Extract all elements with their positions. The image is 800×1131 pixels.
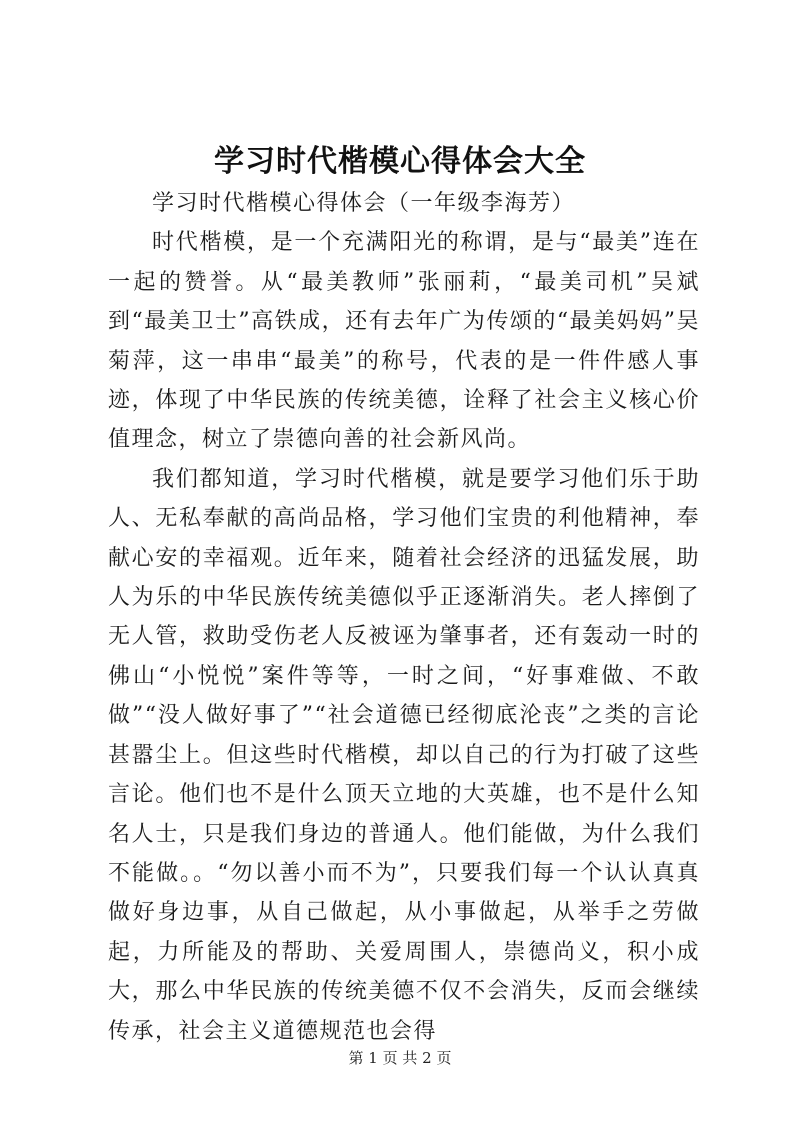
subtitle-paragraph: 学习时代楷模心得体会（一年级李海芳） bbox=[152, 191, 576, 216]
page-footer: 第 1 页 共 2 页 bbox=[348, 1049, 452, 1067]
document-body bbox=[108, 184, 700, 1051]
body-paragraph: 时代楷模，是一个充满阳光的称谓，是与“最美”连在一起的赞誉。从“最美教师”张丽莉，“最美司机”吴斌到“最美卫士”高铁成，还有去年广为传颂的“最美妈妈”吴菊萍，这一串串“最美”的称号，代表的是一件件感人事迹，体现了中华民族的传统美德，诠释了社会主义核心价值理念，树立了崇德向善的社会新风尚。 bbox=[108, 230, 700, 453]
document-title: 学习时代楷模心得体会大全 bbox=[214, 144, 586, 179]
body-paragraph: 我们都知道，学习时代楷模，就是要学习他们乐于助人、无私奉献的高尚品格，学习他们宝贵的利他精神，奉献心安的幸福观。近年来，随着社会经济的迅猛发展，助人为乐的中华民族传统美德似乎正逐渐消失。老人摔倒了无人管，救助受伤老人反被诬为肇事者，还有轰动一时的佛山“小悦悦”案件等等，一时之间，“好事难做、不敢做”“没人做好事了”“社会道德已经彻底沦丧”之类的言论甚嚣尘上。但这些时代楷模，却以自己的行为打破了这些言论。他们也不是什么顶天立地的大英雄，也不是什么知名人士，只是我们身边的普通人。他们能做，为什么我们不能做。。“勿以善小而不为”，只要我们每一个认认真真做好身边事，从自己做起，从小事做起，从举手之劳做起，力所能及的帮助、关爱周围人，崇德尚义，积小成大，那么中华民族的传统美德不仅不会消失，反而会继续传承，社会主义道德规范也会得 bbox=[108, 466, 700, 1044]
